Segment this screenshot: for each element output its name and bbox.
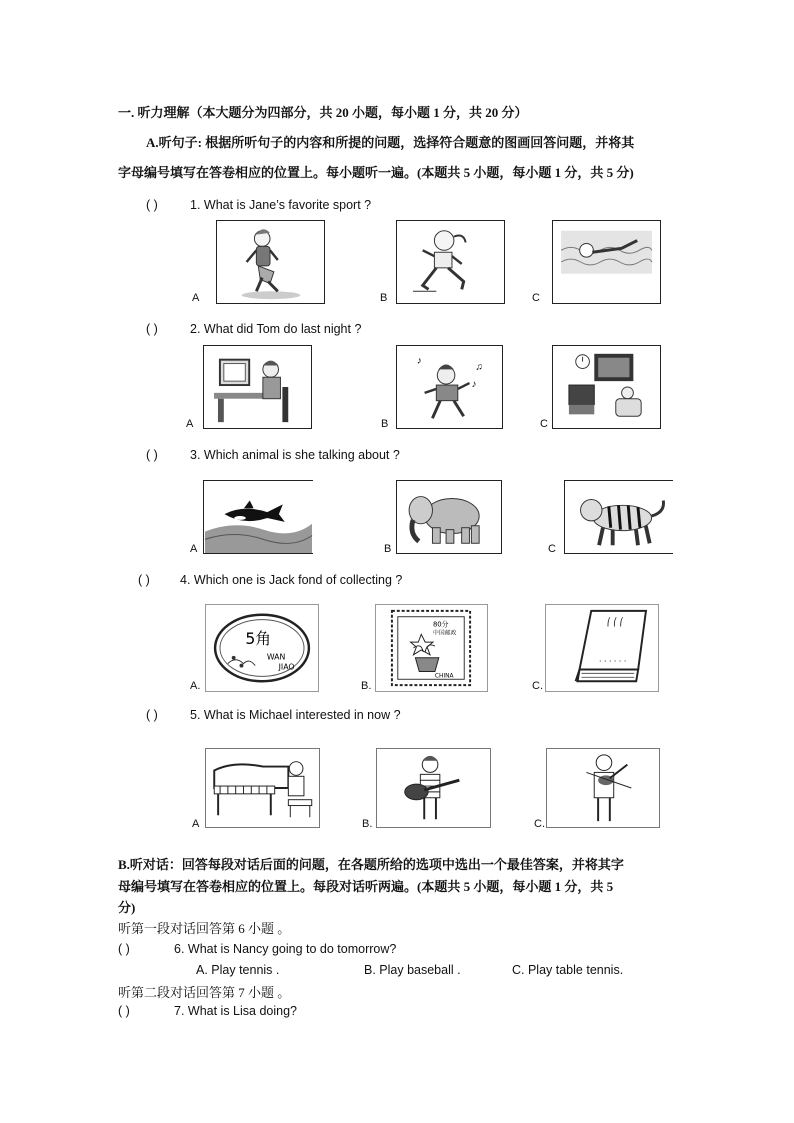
q2-option-c-image[interactable] — [552, 345, 661, 429]
part-b-instruction-line1: B.听对话：回答每段对话后面的问题，在各题所给的选项中选出一个最佳答案，并将其字 — [118, 857, 624, 872]
q3-option-b-image[interactable] — [396, 480, 502, 554]
answer-bracket-q4[interactable]: ( ) — [138, 573, 150, 587]
q1-label-b: B — [380, 292, 388, 304]
q5-label-a: A — [192, 818, 200, 830]
q2-option-b-image[interactable] — [396, 345, 503, 429]
question-1-text: 1. What is Jane’s favorite sport ? — [190, 198, 372, 212]
part-b-instruction-line2: 母编号填写在答卷相应的位置上。每段对话听两遍。(本题共 5 小题，每小题 1 分，共 5 — [118, 879, 614, 894]
q6-option-c[interactable]: C. Play table tennis. — [512, 963, 624, 977]
guitar-icon — [377, 749, 490, 827]
svg-text:♫: ♫ — [475, 361, 483, 373]
dialogue-1-intro: 听第一段对话回答第 6 小题 。 — [118, 921, 291, 936]
q2-option-a-image[interactable] — [203, 345, 312, 429]
q6-option-a[interactable]: A. Play tennis . — [196, 963, 280, 977]
q2-label-a: A — [186, 418, 194, 430]
man-watching-tv-icon — [553, 346, 660, 428]
stamp-subtitle-text: 中国邮政 — [432, 630, 457, 637]
coin-word2-text: JIAO — [278, 662, 295, 672]
tiger-icon — [565, 481, 673, 553]
q5-label-b: B. — [362, 818, 373, 830]
answer-bracket-q5[interactable]: ( ) — [146, 708, 158, 722]
part-a-instruction-line2: 字母编号填写在答卷相应的位置上。每小题听一遍。(本题共 5 小题，每小题 1 分，共 5 分) — [118, 165, 634, 180]
q1-option-c-image[interactable] — [552, 220, 661, 304]
q5-label-c: C. — [534, 818, 545, 830]
q3-label-b: B — [384, 543, 392, 555]
svg-text:♪: ♪ — [416, 355, 422, 367]
part-a-instruction-line1: A.听句子: 根据所听句子的内容和所提的问题，选择符合题意的图画回答问题，并将其 — [146, 135, 635, 150]
q3-label-a: A — [190, 543, 198, 555]
question-4-text: 4. Which one is Jack fond of collecting ? — [180, 573, 403, 587]
whale-icon — [204, 481, 313, 553]
svg-text:⎛ ⎛ ⎛: ⎛ ⎛ ⎛ — [606, 617, 624, 627]
violin-icon — [547, 749, 659, 827]
book-icon — [546, 605, 658, 691]
q4-label-c: C. — [532, 680, 543, 692]
q3-option-c-image[interactable] — [564, 480, 673, 554]
girl-jogging-icon — [217, 221, 324, 303]
q4-label-b: B. — [361, 680, 372, 692]
piano-icon — [206, 749, 319, 827]
q1-option-b-image[interactable] — [396, 220, 505, 304]
section-title: 一. 听力理解（本大题分为四部分，共 20 小题，每小题 1 分，共 20 分） — [118, 105, 528, 120]
q1-label-a: A — [192, 292, 200, 304]
stamp-value-text: 80分 — [432, 620, 449, 629]
q4-option-c-image[interactable] — [545, 604, 659, 692]
q6-option-b[interactable]: B. Play baseball . — [364, 963, 461, 977]
q1-option-a-image[interactable] — [216, 220, 325, 304]
part-b-instruction-line3: 分) — [118, 900, 136, 915]
question-2-text: 2. What did Tom do last night ? — [190, 322, 362, 336]
svg-text:. . . . . .: . . . . . . — [599, 654, 627, 664]
question-5-text: 5. What is Michael interested in now ? — [190, 708, 401, 722]
q1-label-c: C — [532, 292, 540, 304]
q5-option-a-image[interactable] — [205, 748, 320, 828]
question-6-text: 6. What is Nancy going to do tomorrow? — [174, 942, 397, 956]
boy-at-computer-icon — [204, 346, 311, 428]
q5-option-b-image[interactable] — [376, 748, 491, 828]
coin-value-text: 5角 — [245, 629, 271, 649]
answer-bracket-q6[interactable]: ( ) — [118, 942, 130, 956]
answer-bracket-q2[interactable]: ( ) — [146, 322, 158, 336]
stamp-country-text: CHINA — [434, 673, 454, 680]
svg-text:♪: ♪ — [471, 379, 477, 390]
q4-option-b-image[interactable] — [375, 604, 488, 692]
q2-label-c: C — [540, 418, 548, 430]
dialogue-2-intro: 听第二段对话回答第 7 小题 。 — [118, 985, 291, 1000]
question-3-text: 3. Which animal is she talking about ? — [190, 448, 400, 462]
elephant-icon — [397, 481, 501, 553]
q4-option-a-image[interactable] — [205, 604, 319, 692]
answer-bracket-q7[interactable]: ( ) — [118, 1004, 130, 1018]
answer-bracket-q3[interactable]: ( ) — [146, 448, 158, 462]
girl-swimming-icon — [553, 221, 660, 303]
q3-option-a-image[interactable] — [203, 480, 313, 554]
girl-running-icon — [397, 221, 504, 303]
coin-icon — [206, 605, 318, 691]
question-7-text: 7. What is Lisa doing? — [174, 1004, 297, 1018]
coin-word1-text: WAN — [266, 652, 286, 662]
q2-label-b: B — [381, 418, 389, 430]
stamp-icon — [376, 605, 487, 691]
q3-label-c: C — [548, 543, 556, 555]
answer-bracket-q1[interactable]: ( ) — [146, 198, 158, 212]
q5-option-c-image[interactable] — [546, 748, 660, 828]
q4-label-a: A. — [190, 680, 201, 692]
boy-dancing-icon — [397, 346, 502, 428]
